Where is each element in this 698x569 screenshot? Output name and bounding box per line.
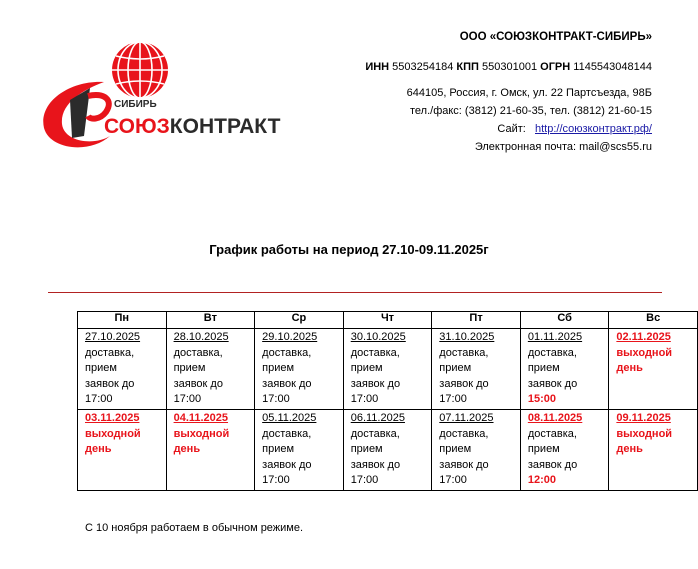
- cell-27-10: 27.10.2025 доставка, прием заявок до 17:00: [78, 329, 167, 410]
- svg-text:СОЮЗКОНТРАКТ: [104, 115, 281, 138]
- company-phone: тел./факс: (3812) 21-60-35, тел. (3812) 21-60-15: [410, 105, 652, 117]
- cell-29-10: 29.10.2025 доставка, прием заявок до 17:00: [255, 329, 344, 410]
- table-row: [78, 410, 698, 491]
- cell-06-11: 06.11.2025 доставка, прием заявок до 17:00: [343, 410, 432, 491]
- header-mon: Пн: [78, 312, 167, 329]
- cell-07-11: 07.11.2025 доставка, прием заявок до 17:00: [432, 410, 521, 491]
- company-logo: [30, 30, 320, 160]
- logo-sub: СИБИРЬ: [114, 99, 157, 110]
- cell-04-11: 04.11.2025 выходной день: [166, 410, 255, 491]
- swoosh-mark: [43, 82, 110, 147]
- header-tue: Вт: [166, 312, 255, 329]
- table-header-row: [78, 312, 698, 329]
- company-email: Электронная почта: mail@scs55.ru: [474, 141, 652, 153]
- table-row: [78, 329, 698, 410]
- cell-05-11: 05.11.2025 доставка, прием заявок до 17:00: [255, 410, 344, 491]
- cell-03-11: 03.11.2025 выходной день: [78, 410, 167, 491]
- company-name: ООО «СОЮЗКОНТРАКТ-СИБИРЬ»: [459, 31, 652, 43]
- company-address: 644105, Россия, г. Омск, ул. 22 Партсъезда, 98Б: [406, 87, 652, 99]
- header-fri: Пт: [432, 312, 521, 329]
- schedule-title: График работы на период 27.10-09.11.2025г: [209, 242, 489, 257]
- cell-02-11: 02.11.2025 выходной день: [609, 329, 698, 410]
- globe-icon: [112, 42, 168, 98]
- logo-part1: СОЮЗ: [104, 115, 170, 138]
- cell-31-10: 31.10.2025 доставка, прием заявок до 17:00: [432, 329, 521, 410]
- header-thu: Чт: [343, 312, 432, 329]
- logo-part2: КОНТРАКТ: [169, 115, 281, 138]
- company-info: [365, 28, 652, 156]
- header-sun: Вс: [609, 312, 698, 329]
- schedule-table: [77, 311, 698, 491]
- company-ids: ИНН 5503254184 КПП 550301001 ОГРН 1145543048144: [365, 61, 652, 73]
- footer-note: С 10 ноября работаем в обычном режиме.: [85, 522, 304, 534]
- header-sat: Сб: [520, 312, 609, 329]
- cell-30-10: 30.10.2025 доставка, прием заявок до 17:00: [343, 329, 432, 410]
- divider: [48, 292, 662, 293]
- company-site: Сайт: http://союзконтракт.рф/: [497, 123, 652, 135]
- site-link[interactable]: http://союзконтракт.рф/: [535, 123, 652, 135]
- cell-09-11: 09.11.2025 выходной день: [609, 410, 698, 491]
- cell-28-10: 28.10.2025 доставка, прием заявок до 17:00: [166, 329, 255, 410]
- cell-08-11: 08.11.2025 доставка, прием заявок до 12:00: [520, 410, 609, 491]
- cell-01-11: 01.11.2025 доставка, прием заявок до 15:00: [520, 329, 609, 410]
- header-wed: Ср: [255, 312, 344, 329]
